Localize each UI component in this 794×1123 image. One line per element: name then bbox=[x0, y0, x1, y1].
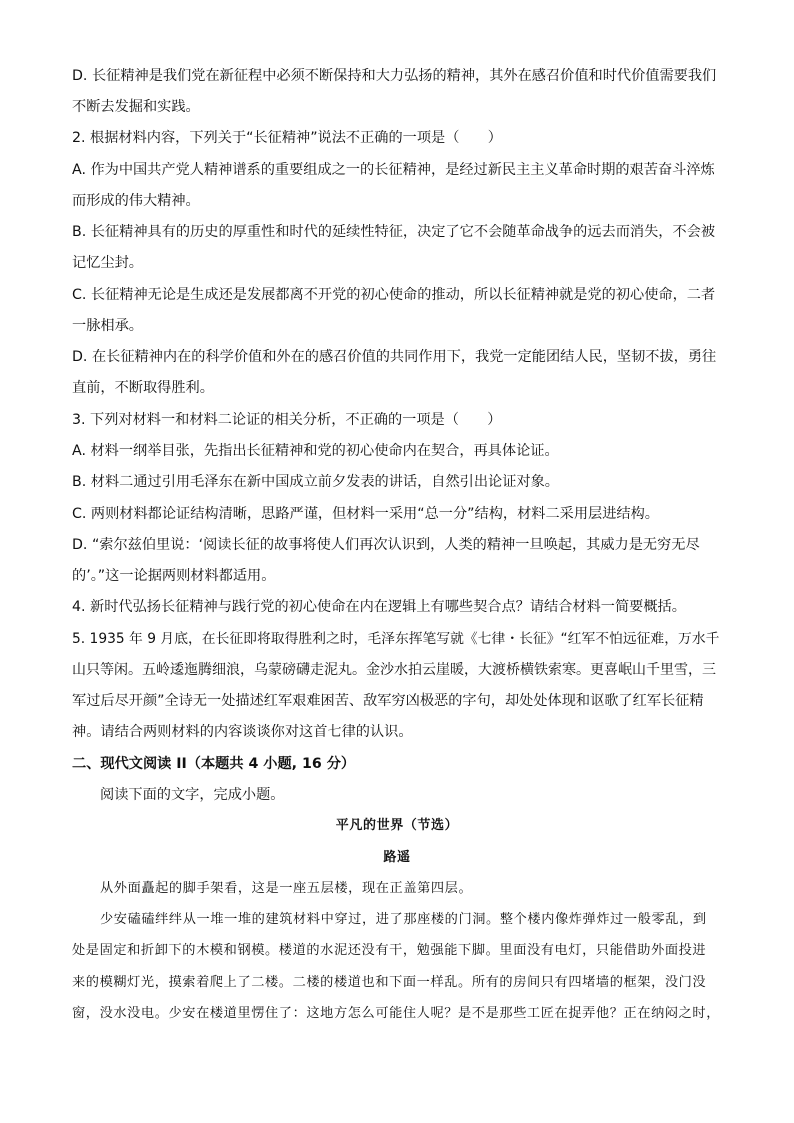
instruction-text: 阅读下面的文字，完成小题。 bbox=[100, 787, 285, 803]
q2-option-b-line-1: B. 长征精神具有的历史的厚重性和时代的延续性特征，决定了它不会随革命战争的远去而消失，不会被 bbox=[72, 224, 716, 240]
passage-paragraph-2-line-3: 来的模糊灯光，摸索着爬上了二楼。二楼的楼道也和下面一样乱。所有的房间只有四堵墙的框架，没门没 bbox=[72, 975, 707, 990]
q2-option-d-line-1: D. 在长征精神内在的科学价值和外在的感召价值的共同作用下，我党一定能团结人民，坚韧不拔，勇往 bbox=[72, 349, 717, 365]
q2-option-c-line-2: 一脉相承。 bbox=[72, 318, 143, 334]
question-5-line-4: 神。请结合两则材料的内容谈谈你对这首七律的认识。 bbox=[72, 724, 413, 740]
question-5-line-1: 5. 1935 年 9 月底，在长征即将取得胜利之时，毛泽东挥笔写就《七律・长征》“红军不怕远征难，万水千 bbox=[72, 631, 720, 647]
q2-option-d-line-2: 直前，不断取得胜利。 bbox=[72, 380, 214, 396]
question-5-line-3: 军过后尽开颜”全诗无一处描述红军艰难困苦、敌军穷凶极恶的字句，却处处体现和讴歌了红军长征精 bbox=[72, 693, 704, 709]
passage-title: 平凡的世界（节选） bbox=[335, 818, 459, 833]
passage-paragraph-2-line-2: 处是固定和折卸下的木模和钢模。楼道的水泥还没有干，勉强能下脚。里面没有电灯，只能借助外面投进 bbox=[72, 943, 707, 958]
passage-paragraph-1: 从外面矗起的脚手架看，这是一座五层楼，现在正盖第四层。 bbox=[100, 881, 473, 896]
q3-option-d-line-2: 的’。”这一论据两则材料都适用。 bbox=[72, 568, 276, 584]
q2-option-a-line-2: 而形成的伟大精神。 bbox=[72, 193, 200, 209]
section-heading: 二、现代文阅读 II（本题共 4 小题, 16 分） bbox=[72, 756, 356, 772]
q3-option-a: A. 材料一纲举目张，先指出长征精神和党的初心使命内在契合，再具体论证。 bbox=[72, 443, 559, 459]
question-2: 2. 根据材料内容，下列关于“长征精神”说法不正确的一项是（ ） bbox=[72, 130, 502, 146]
option-d-line-2: 不断去发掘和实践。 bbox=[72, 99, 200, 115]
passage-author: 路遥 bbox=[383, 850, 411, 865]
q2-option-a-line-1: A. 作为中国共产党人精神谱系的重要组成之一的长征精神，是经过新民主主义革命时期的艰苦奋斗淬炼 bbox=[72, 162, 715, 178]
passage-paragraph-2-line-4: 窗，没水没电。少安在楼道里愣住了：这地方怎么可能住人呢？是不是那些工匠在捉弄他？正在纳闷之时， bbox=[72, 1006, 721, 1021]
question-4: 4. 新时代弘扬长征精神与践行党的初心使命在内在逻辑上有哪些契合点？请结合材料一简要概括。 bbox=[72, 599, 686, 615]
q3-option-d-line-1: D. “索尔兹伯里说：‘阅读长征的故事将使人们再次认识到，人类的精神一旦唤起，其威力是无穷无尽 bbox=[72, 537, 700, 553]
question-5-line-2: 山只等闲。五岭逶迤腾细浪，乌蒙磅礴走泥丸。金沙水拍云崖暖，大渡桥横铁索寒。更喜岷山千里雪，三 bbox=[72, 662, 716, 678]
q2-option-b-line-2: 记忆尘封。 bbox=[72, 255, 143, 271]
passage-paragraph-2-line-1: 少安磕磕绊绊从一堆一堆的建筑材料中穿过，进了那座楼的门洞。整个楼内像炸弹炸过一般零乱，到 bbox=[100, 912, 707, 927]
q3-option-c: C. 两则材料都论证结构清晰，思路严谨，但材料一采用“总一分”结构，材料二采用层进结构。 bbox=[72, 506, 659, 522]
q2-option-c-line-1: C. 长征精神无论是生成还是发展都离不开党的初心使命的推动，所以长征精神就是党的初心使命，二者 bbox=[72, 287, 716, 303]
option-d-line-1: D. 长征精神是我们党在新征程中必须不断保持和大力弘扬的精神，其外在感召价值和时代价值需要我们 bbox=[72, 68, 717, 84]
q3-option-b: B. 材料二通过引用毛泽东在新中国成立前夕发表的讲话，自然引出论证对象。 bbox=[72, 474, 559, 490]
question-3: 3. 下列对材料一和材料二论证的相关分析，不正确的一项是（ ） bbox=[72, 412, 502, 428]
